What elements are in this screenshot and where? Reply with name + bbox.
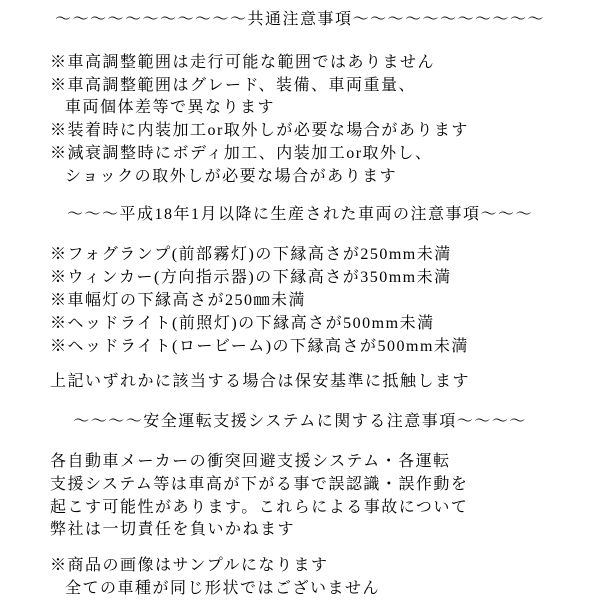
notice-line-continuation: 車両個体差等で異なります — [65, 99, 276, 117]
safety-standard-conclusion: 上記いずれかに該当する場合は保安基準に抵触します — [50, 373, 471, 391]
notice-line: ※装着時に内装加工or取外しが必要な場合があります — [50, 122, 469, 140]
notice-line: ※商品の画像はサンプルになります — [50, 557, 329, 575]
notice-line-continuation: ショックの取外しが必要な場合があります — [65, 167, 398, 185]
notice-line: 各自動車メーカーの衝突回避支援システム・各運転 — [50, 452, 451, 470]
section-header-common-notes: ～～～～～～～～～～～共通注意事項～～～～～～～～～～～ — [54, 11, 545, 28]
driving-assist-paragraph — [0, 451, 600, 542]
product-image-note — [0, 555, 600, 600]
notice-line: ※車高調整範囲は走行可能な範囲ではありません — [50, 53, 436, 71]
common-notes-list — [0, 52, 600, 189]
notice-line: ※減衰調整時にボディ加工、内装加工or取外し、 — [50, 144, 433, 162]
notice-line: ※ヘッドライト(ロービーム)の下縁高さが500mm未満 — [50, 337, 469, 355]
notice-line: 支援システム等は車高が下がる事で誤認識・誤作動を — [50, 475, 469, 493]
notice-line: ※フォグランプ(前部霧灯)の下縁高さが250mm未満 — [50, 246, 452, 264]
notice-line-continuation: 全ての車種が同じ形状ではございません — [65, 579, 381, 597]
notice-line: 弊社は一切責任を負いかねます — [50, 521, 296, 539]
notice-line: 起こす可能性があります。これらによる事故について — [50, 498, 469, 516]
section-header-driving-assist: ～～～～安全運転支援システムに関する注意事項～～～～ — [73, 413, 527, 431]
notice-line: ※車高調整範囲はグレード、装備、車両重量、 — [50, 76, 417, 94]
notice-line: ※ウィンカー(方向指示器)の下縁高さが350mm未満 — [50, 269, 452, 287]
lamp-height-rules-list — [0, 244, 600, 358]
notice-line: ※車幅灯の下縁高さが250㎜未満 — [50, 291, 307, 309]
section-header-heisei18-vehicles: ～～～平成18年1月以降に生産された車両の注意事項～～～ — [66, 205, 533, 223]
notice-line: ※ヘッドライト(前照灯)の下縁高さが500mm未満 — [50, 314, 435, 332]
